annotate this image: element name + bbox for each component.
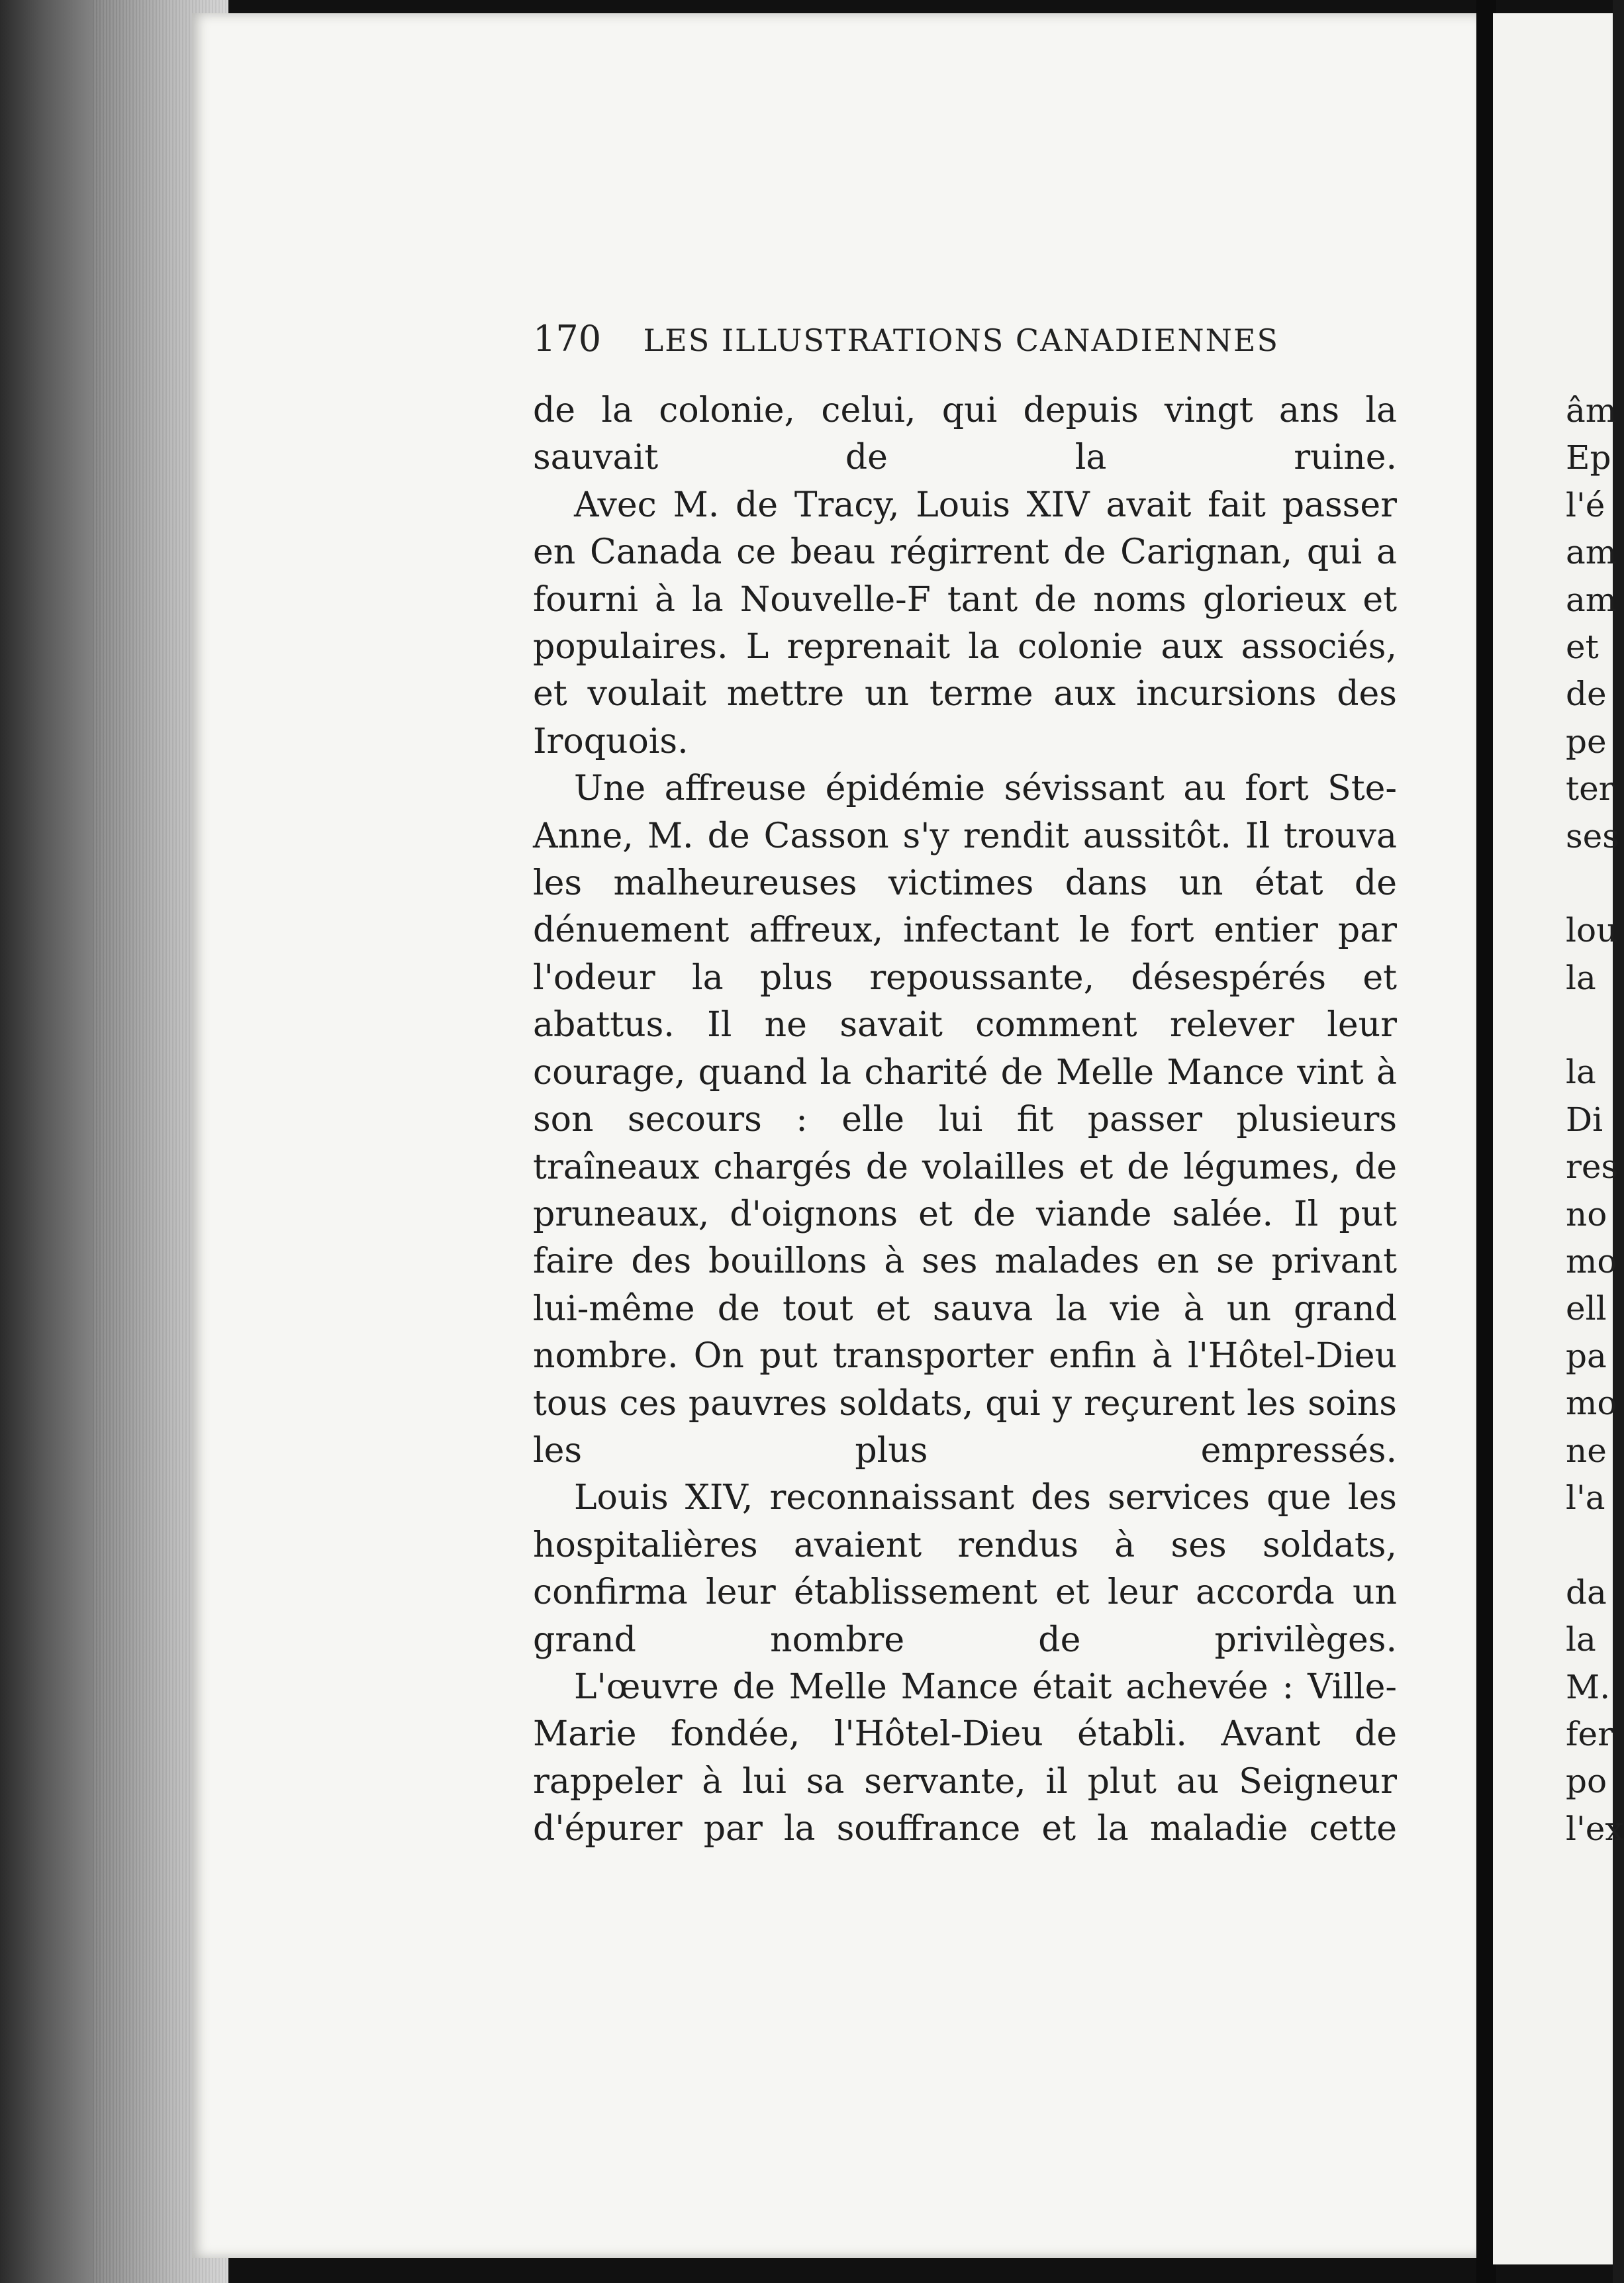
right-page-line: pe [1566,722,1607,761]
right-page-line: l'é [1566,485,1605,524]
right-page-line: am [1566,580,1617,619]
right-page-line: et [1566,627,1599,666]
right-page-fragments [1566,387,1624,1853]
right-page-line: la [1566,1620,1596,1659]
right-page-line: ne [1566,1431,1607,1470]
right-page-line: ses [1566,816,1619,855]
right-page-line: la [1566,958,1596,997]
page-number: 170 [533,318,602,360]
right-page-line [1566,860,1613,907]
paragraph: Une affreuse épidémie sévissant au fort Ste-Anne, M. de Casson s'y rendit aussitôt. Il trouva les malheureuses victimes dans un état de dénuement affreux, infectant le fort entier par l'odeur la plus repoussante, désespérés et abattus. Il ne savait comment relever leur courage, quand la charité de Melle Mance vint à son secours : elle lui fit passer plusieurs traîneaux chargés de volailles et de légumes, de pruneaux, d'oignons et de viande salée. Il put faire des bouillons à ses malades en se privant lui-même de tout et sauva la vie à un grand nombre. On put transporter enfin à l'Hôtel-Dieu tous ces pauvres soldats, qui y reçurent les soins les plus empressés. [533,769,1397,1471]
right-page-line: res [1566,1147,1619,1187]
right-page-line: de [1566,675,1607,714]
paragraph: de la colonie, celui, qui depuis vingt ans la sauvait de la ruine. [533,391,1397,478]
right-page-line [1566,1002,1613,1049]
paragraph: Louis XIV, reconnaissant des services que les hospitalières avaient rendus à ses soldats, confirma leur établissement et leur accorda un grand nombre de privilèges. [533,1478,1397,1660]
right-page-line: mo [1566,1384,1617,1423]
right-page-line: âm [1566,391,1617,430]
right-page-line: da [1566,1573,1607,1612]
right-page-line: lou [1566,911,1618,950]
book-title: LES ILLUSTRATIONS CANADIENNES [643,322,1279,358]
right-page-line [1566,1522,1613,1569]
right-page-line: l'a [1566,1478,1605,1517]
body-text [533,387,1397,1853]
right-page-line: la [1566,1053,1596,1092]
right-page-line: fer [1566,1714,1613,1753]
right-page-line: pa [1566,1336,1607,1375]
right-page-line: po [1566,1762,1607,1801]
right-page-line: Ep [1566,438,1611,477]
right-page-line: ter [1566,769,1615,808]
right-page-line: no [1566,1194,1607,1234]
running-head [533,318,1327,358]
right-page-line: ell [1566,1289,1607,1328]
paragraph: L'œuvre de Melle Mance était achevée : Ville-Marie fondée, l'Hôtel-Dieu établi. Avant de rappeler à lui sa servante, il plut au Seigneur d'épurer par la souffrance et la maladie cette [533,1667,1397,1849]
paragraph: Avec M. de Tracy, Louis XIV avait fait passer en Canada ce beau régirrent de Carignan, qui a fourni à la Nouvelle-F tant de noms glorieux et populaires. L reprenait la colonie aux associés, et voulait mettre un terme aux incursions des Iroquois. [533,485,1397,761]
right-page-line: M. [1566,1667,1611,1706]
right-page-line: l'ex [1566,1809,1624,1848]
right-page-line: Di [1566,1100,1603,1139]
right-page-line: mo [1566,1242,1617,1281]
right-page-line: am [1566,533,1617,572]
